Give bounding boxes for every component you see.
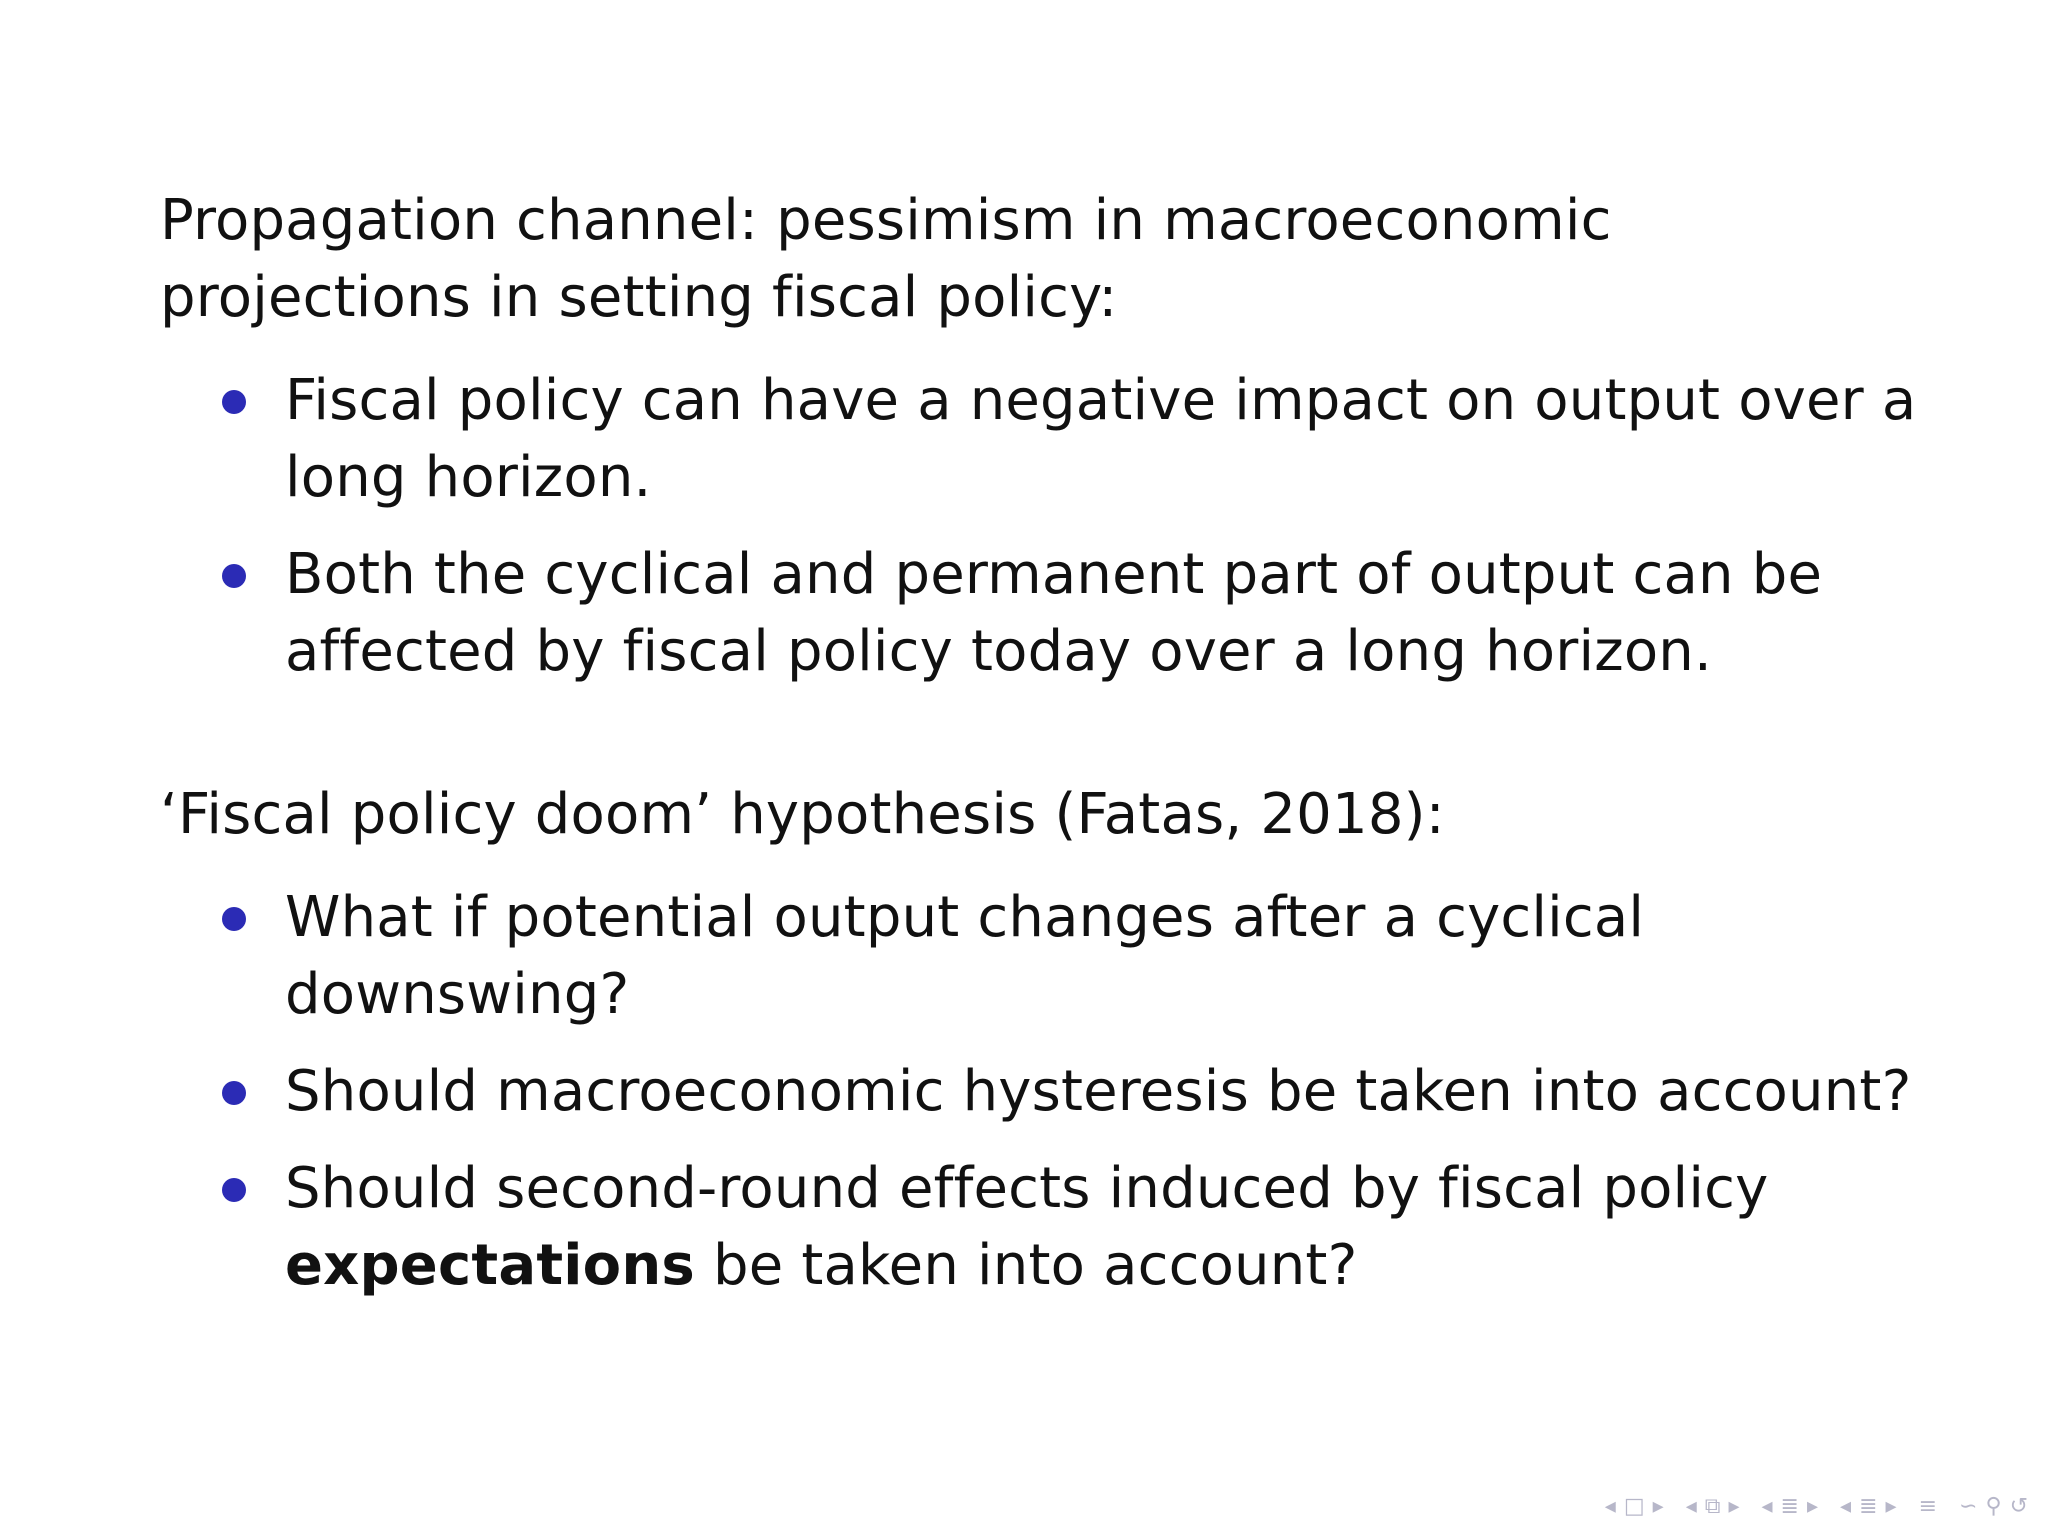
hypothesis-paragraph: ‘Fiscal policy doom’ hypothesis (Fatas, 2018): — [160, 782, 1445, 847]
bullet-list-1 — [160, 362, 1940, 690]
list-item — [160, 362, 1940, 516]
bullet-text: Should macroeconomic hysteresis be taken into account? — [285, 1059, 1912, 1124]
bullet-dot-icon — [222, 907, 246, 931]
bullet-dot-icon — [222, 1081, 246, 1105]
search-icon[interactable]: ∽ — [1959, 1493, 1978, 1519]
list-item — [160, 1053, 1940, 1130]
zoom-icon[interactable]: ⚲ — [1985, 1493, 2002, 1519]
subsection-icon[interactable]: ⧉ — [1704, 1493, 1721, 1519]
slide-content — [160, 182, 1940, 1324]
bullet-list-2 — [160, 879, 1940, 1304]
prev-frame-icon[interactable]: ◂ — [1604, 1493, 1616, 1519]
list-item — [160, 536, 1940, 690]
next-section-icon[interactable]: ▸ — [1806, 1493, 1819, 1519]
section-icon[interactable]: ≣ — [1780, 1493, 1799, 1519]
doc-section-icon[interactable]: ≣ — [1859, 1493, 1878, 1519]
list-item — [160, 879, 1940, 1033]
next-frame-icon[interactable]: ▸ — [1652, 1493, 1664, 1519]
bullet-text: What if potential output changes after a cyclical downswing? — [285, 885, 1645, 1027]
bullet-text: Both the cyclical and permanent part of output can be affected by fiscal policy today over a long horizon. — [285, 542, 1823, 684]
bullet-dot-icon — [222, 390, 246, 414]
bullet-text: Fiscal policy can have a negative impact on output over a long horizon. — [285, 368, 1917, 510]
frame-icon[interactable]: □ — [1623, 1493, 1645, 1519]
next-doc-section-icon[interactable]: ▸ — [1885, 1493, 1897, 1519]
bullet-dot-icon — [222, 564, 246, 588]
prev-section-icon[interactable]: ◂ — [1761, 1493, 1773, 1519]
beamer-navigation — [1605, 1486, 2028, 1526]
next-subsection-icon[interactable]: ▸ — [1728, 1493, 1740, 1519]
bullet-text-bold: expectations — [285, 1233, 695, 1298]
bullet-text-prefix: Should second-round effects induced by fiscal policy — [285, 1156, 1769, 1221]
propagation-paragraph: Propagation channel: pessimism in macroeconomic projections in setting fiscal policy: — [160, 188, 1612, 330]
bullet-text-suffix: be taken into account? — [694, 1233, 1358, 1298]
align-icon[interactable]: ≡ — [1918, 1493, 1937, 1519]
bullet-dot-icon — [222, 1178, 246, 1202]
back-icon[interactable]: ↺ — [2009, 1493, 2028, 1519]
prev-subsection-icon[interactable]: ◂ — [1685, 1493, 1697, 1519]
prev-doc-section-icon[interactable]: ◂ — [1840, 1493, 1852, 1519]
list-item — [160, 1150, 1940, 1304]
